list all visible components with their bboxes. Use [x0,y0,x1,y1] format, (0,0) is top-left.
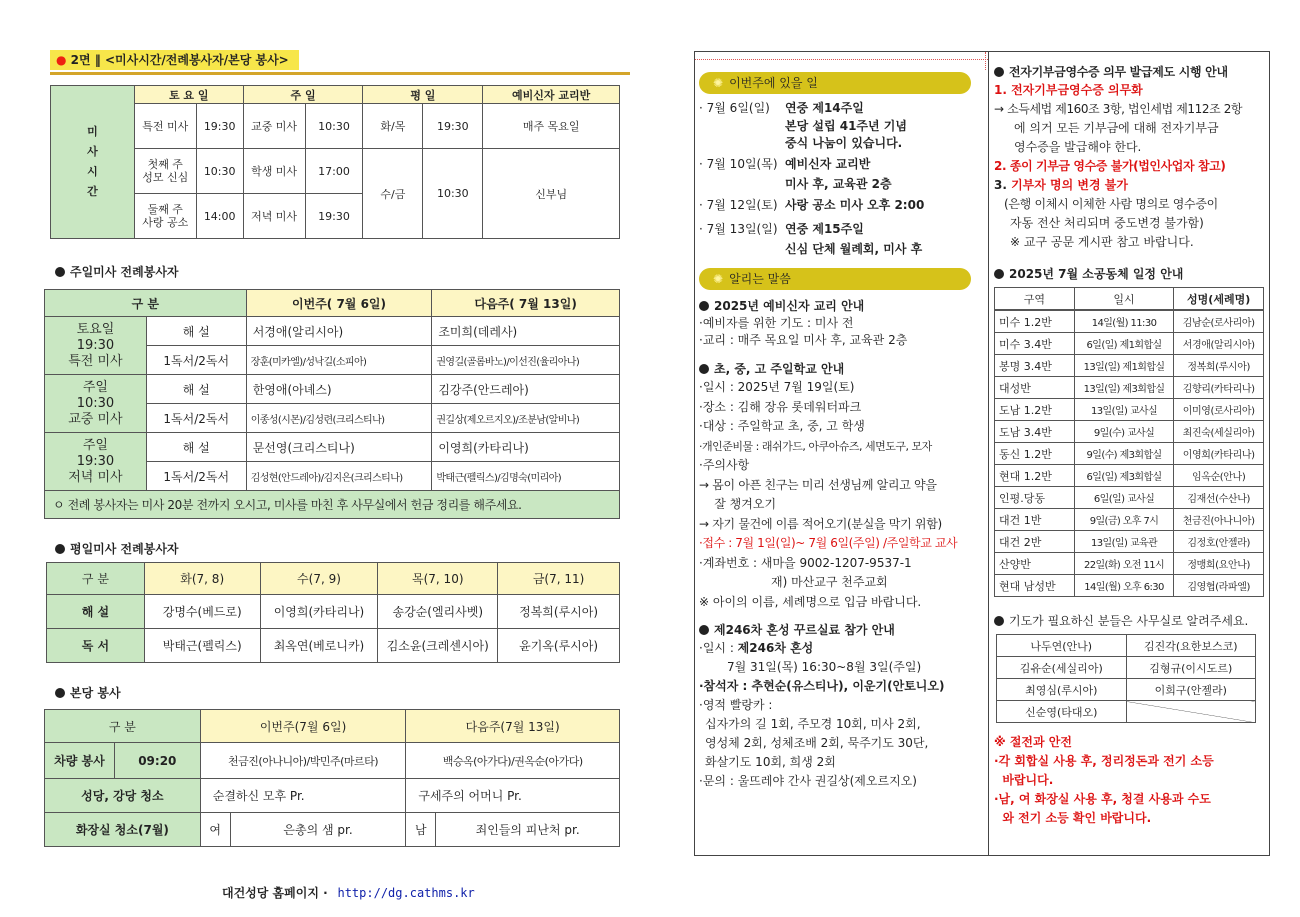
role-reading: 1독서/2독서 [146,346,246,375]
role-commentary: 해 설 [47,595,145,629]
header-day: 수(7, 9) [260,563,378,595]
notices-header: ✺ 알리는 말씀 [699,268,971,290]
notice-line: ·일시 : 2025년 7월 19일(토) [699,380,855,394]
receipt-line: 에 의거 모든 기부금에 대해 전자기부금 [1014,121,1219,135]
weekday-day: 수/금 [363,149,423,239]
commentary-this: 문선영(크리스티나) [246,433,432,462]
schedule-person: 김정호(안젤라) [1174,531,1264,553]
dotted-rule-vertical [985,52,986,70]
schedule-area: 산양반 [995,553,1075,575]
column-divider [988,51,989,856]
schedule-title: 2025년 7월 소공동체 일정 안내 [994,266,1266,283]
schedule-datetime: 14일(월) 오후 6:30 [1074,575,1174,597]
schedule-datetime: 6일(일) 교사실 [1074,487,1174,509]
bullet-icon [699,625,709,635]
middle-column [699,72,985,791]
bullet-icon [55,267,65,277]
schedule-person: 이미영(로사리아) [1174,399,1264,421]
header-division: 구 분 [45,290,247,317]
receipt-point-3: 3. 기부자 명의 변경 불가 [994,178,1128,192]
notice-line: 화살기도 10회, 희생 2회 [705,755,836,769]
schedule-datetime: 9일(수) 교사실 [1074,421,1174,443]
schedule-row [995,333,1264,355]
schedule-table [994,287,1264,310]
schedule-row [995,355,1264,377]
footer [222,884,475,901]
weekday-ministers-table [46,562,620,663]
minister-cell: 박태근(펠릭스) [144,629,260,663]
sun-icon: ✺ [713,272,724,286]
safety-line: ·각 회합실 사용 후, 정리정돈과 전기 소등 [994,754,1214,768]
header-next-week: 다음주(7월 13일) [406,710,620,743]
sun-mass-name: 저녁 미사 [243,194,305,239]
event-detail: 중식 나눔이 있습니다. [785,136,903,150]
receipt-line: → 소득세법 제160조 3항, 법인세법 제112조 2항 [994,102,1243,116]
receipt-line: ※ 교구 공문 게시판 참고 바랍니다. [1010,235,1194,249]
notice-line: ·문의 : 울뜨레야 간사 권길상(제오르지오) [699,774,917,788]
schedule-datetime: 6일(일) 제3회합실 [1074,465,1174,487]
schedule-person: 임옥순(안나) [1174,465,1264,487]
catechumen-priest: 신부님 [483,149,620,239]
event-detail: 본당 설립 41주년 기념 [785,119,907,133]
role-reading: 독 서 [47,629,145,663]
schedule-datetime: 22일(화) 오전 11시 [1074,553,1174,575]
reading-this: 김성현(안드레아)/김지은(크리스티나) [246,462,432,491]
schedule-row [995,377,1264,399]
prayer-name: 나두연(안나) [997,635,1127,657]
toilet-male-group: 죄인들의 피난처 pr. [436,813,620,847]
right-column [994,64,1266,828]
header-area: 구역 [995,288,1075,310]
schedule-row [995,509,1264,531]
sunday-ministers-title: 주일미사 전례봉사자 [55,263,179,280]
schedule-area: 미수 1.2반 [995,311,1075,333]
mass-group-label: 주일 10:30 교중 미사 [45,375,147,433]
sat-mass-time: 14:00 [196,194,243,239]
sat-mass-name: 둘째 주 사랑 공소 [134,194,196,239]
dotted-rule [695,59,988,60]
schedule-area: 현대 1.2반 [995,465,1075,487]
receipt-point-2: 2. 종이 기부금 영수증 불가(법인사업자 참고) [994,159,1226,173]
prayer-name: 최영심(루시아) [997,679,1127,701]
schedule-area: 도남 1.2반 [995,399,1075,421]
weekday-day: 화/목 [363,104,423,149]
header-next-week: 다음주( 7월 13일) [432,290,620,317]
notice-line: ·주의사항 [699,458,750,472]
minister-cell: 이영희(카타리나) [260,595,378,629]
commentary-next: 조미희(데레사) [432,317,620,346]
schedule-area: 현대 남성반 [995,575,1075,597]
prayer-title: 기도가 필요하신 분들은 사무실로 알려주세요. [994,613,1266,630]
car-service-time: 09:20 [114,743,200,779]
header-datetime: 일시 [1074,288,1174,310]
toilet-female-group: 은총의 샘 pr. [230,813,406,847]
notice-line: → 몸이 아픈 친구는 미리 선생님께 알리고 약을 [699,477,937,492]
schedule-row [995,487,1264,509]
header-day: 목(7, 10) [378,563,498,595]
mass-group-label: 토요일 19:30 특전 미사 [45,317,147,375]
role-reading: 1독서/2독서 [146,404,246,433]
sun-mass-time: 10:30 [305,104,363,149]
mass-group-label: 주일 19:30 저녁 미사 [45,433,147,491]
schedule-person: 김영협(라파엘) [1174,575,1264,597]
schedule-row [995,465,1264,487]
church-cleaning-this: 순결하신 모후 Pr. [200,779,406,813]
toilet-cleaning-label: 화장실 청소(7월) [45,813,201,847]
schedule-datetime: 13일(일) 제3회합실 [1074,377,1174,399]
receipt-line: 자동 전산 처리되며 중도변경 불가함) [1010,216,1204,230]
prayer-name: 김유순(세실리아) [997,657,1127,679]
prayer-name: 신순영(타대오) [997,701,1127,723]
schedule-row [995,399,1264,421]
schedule-datetime: 9일(금) 오후 7시 [1074,509,1174,531]
schedule-area: 미수 3.4반 [995,333,1075,355]
reading-next: 권길상(제오르지오)/조분남(알비나) [432,404,620,433]
schedule-row [995,531,1264,553]
schedule-row [995,311,1264,333]
pilgrimage-notice-title: 제246차 혼성 꾸르실료 참가 안내 [699,622,985,639]
mass-times-table [50,85,620,239]
receipt-line: 영수증을 발급해야 한다. [1014,140,1142,154]
catechumen-notice-title: 2025년 예비신자 교리 안내 [699,298,985,315]
this-week-header: ✺ 이번주에 있을 일 [699,72,971,94]
schedule-area: 봉명 3.4반 [995,355,1075,377]
ministers-note: ㅇ 전례 봉사자는 미사 20분 전까지 오시고, 미사를 마친 후 사무실에서 헌금 정리를 해주세요. [45,491,620,519]
bullet-icon [994,616,1004,626]
prayer-name: 김형규(이시도르) [1126,657,1256,679]
sun-mass-name: 학생 미사 [243,149,305,194]
commentary-next: 이영희(카타리나) [432,433,620,462]
weekday-ministers-title: 평일미사 전례봉사자 [55,540,179,557]
schedule-datetime: 14일(월) 11:30 [1074,311,1174,333]
car-service-this: 천금진(아나니아)/박민주(마르타) [200,743,406,779]
school-notice-title: 초, 중, 고 주일학교 안내 [699,361,985,378]
schedule-person: 정맹희(요안나) [1174,553,1264,575]
minister-cell: 송강순(엘리사벳) [378,595,498,629]
commentary-next: 김강주(안드레아) [432,375,620,404]
header-division: 구 분 [45,710,201,743]
homepage-link[interactable]: http://dg.cathms.kr [337,886,475,900]
minister-cell: 최옥연(베로니카) [260,629,378,663]
sun-icon: ✺ [713,76,724,90]
notice-line: ·대상 : 주일학교 초, 중, 고 학생 [699,419,865,433]
receipt-title: 전자기부금영수증 의무 발급제도 시행 안내 [994,64,1266,81]
commentary-this: 한영애(아녜스) [246,375,432,404]
safety-line: 바랍니다. [994,773,1054,787]
notice-note: ※ 아이의 이름, 세례명으로 입금 바랍니다. [699,594,922,609]
sat-mass-time: 19:30 [196,104,243,149]
schedule-row [995,421,1264,443]
parish-service-title: 본당 봉사 [55,684,121,701]
weekday-time: 10:30 [423,149,483,239]
car-service-label: 차량 봉사 [45,743,115,779]
bullet-icon [994,67,1004,77]
attendees-line: ·참석자 : 추현순(유스티나), 이운기(안토니오) [699,679,945,693]
header-division: 구 분 [47,563,145,595]
schedule-area: 동신 1.2반 [995,443,1075,465]
header-name: 성명(세례명) [1174,288,1264,310]
prayer-name: 이희구(안젤라) [1126,679,1256,701]
catechumen-time: 매주 목요일 [483,104,620,149]
header-day: 금(7, 11) [498,563,620,595]
notice-line: ·영적 빨랑카 : [699,698,773,712]
sat-mass-name: 특전 미사 [134,104,196,149]
footer-name: 대건성당 홈페이지 · [222,886,328,900]
notice-line: → 자기 물건에 이름 적어오기(분실을 막기 위함) [699,516,942,531]
notice-line: ·예비자를 위한 기도 : 미사 전 [699,316,854,330]
mass-times-side-label: 미 사 시 간 [51,86,135,239]
reading-next: 박태근(펠릭스)/김명숙(미리아) [432,462,620,491]
role-commentary: 해 설 [146,317,246,346]
schedule-area: 인평.당동 [995,487,1075,509]
account-line: ·계좌번호 : 새마을 9002-1207-9537-1 [699,555,912,570]
event-detail: 신심 단체 월례회, 미사 후 [785,242,923,256]
notice-line: ·개인준비물 : 래쉬가드, 아쿠아슈즈, 세면도구, 모자 [699,439,932,453]
notice-line: 영성체 2회, 성체조배 2회, 묵주기도 30단, [705,736,929,750]
role-commentary: 해 설 [146,433,246,462]
schedule-person: 서경애(알리시아) [1174,333,1264,355]
toilet-female-label: 여 [200,813,230,847]
event-item: · 7월 10일(목) 예비신자 교리반 [699,157,871,171]
notice-line: ·일시 : 제246차 혼성 [699,641,814,655]
church-cleaning-next: 구세주의 어머니 Pr. [406,779,620,813]
schedule-rows [994,310,1264,597]
schedule-person: 이영희(카타리나) [1174,443,1264,465]
sun-mass-time: 17:00 [305,149,363,194]
account-line: 재) 마산교구 천주교회 [771,575,888,589]
notice-line: 잘 챙겨오기 [699,497,777,511]
schedule-person: 김남순(로사리아) [1174,311,1264,333]
reading-next: 권영길(골롬바노)/이선진(율리아나) [432,346,620,375]
role-commentary: 해 설 [146,375,246,404]
toilet-male-label: 남 [406,813,436,847]
sunday-ministers-table [44,289,620,519]
notice-line: 십자가의 길 1회, 주모경 10회, 미사 2회, [705,717,921,731]
prayer-table [996,634,1256,723]
left-header: ● 2면 ‖ <미사시간/전례봉사자/본당 봉사> [50,50,630,76]
notice-line: 7월 31일(목) 16:30~8월 3일(주일) [727,660,922,674]
header-this-week: 이번주( 7월 6일) [246,290,432,317]
header-day: 화(7, 8) [144,563,260,595]
header-weekday: 평 일 [363,86,483,104]
empty-cell [1126,701,1256,723]
sat-mass-name: 첫째 주 성모 신심 [134,149,196,194]
header-catechumen: 예비신자 교리반 [483,86,620,104]
weekday-time: 19:30 [423,104,483,149]
schedule-area: 도남 3.4반 [995,421,1075,443]
sat-mass-time: 10:30 [196,149,243,194]
role-reading: 1독서/2독서 [146,462,246,491]
schedule-person: 천금진(아나니아) [1174,509,1264,531]
registration-line: ·접수 : 7월 1일(일)~ 7월 6일(주일) /주일학교 교사 [699,536,958,550]
event-item: · 7월 12일(토) 사랑 공소 미사 오후 2:00 [699,198,925,212]
notice-line: ·장소 : 김해 장유 롯데워터파크 [699,399,862,414]
schedule-person: 최진숙(세실리아) [1174,421,1264,443]
bullet-icon [55,544,65,554]
schedule-datetime: 13일(일) 제1회합실 [1074,355,1174,377]
schedule-datetime: 9일(수) 제3회합실 [1074,443,1174,465]
schedule-person: 김향리(카타리나) [1174,377,1264,399]
schedule-datetime: 13일(일) 교사실 [1074,399,1174,421]
parish-service-table [44,709,620,847]
header-sunday: 주 일 [243,86,363,104]
schedule-row [995,575,1264,597]
minister-cell: 김소윤(크레센시아) [378,629,498,663]
bullet-icon [55,688,65,698]
schedule-row [995,553,1264,575]
schedule-area: 대건 2반 [995,531,1075,553]
sun-mass-time: 19:30 [305,194,363,239]
schedule-area: 대건 1반 [995,509,1075,531]
car-service-next: 백승옥(아가다)/권옥순(아가다) [406,743,620,779]
schedule-area: 대성반 [995,377,1075,399]
prayer-name: 김진각(요한보스코) [1126,635,1256,657]
commentary-this: 서경애(알리시아) [246,317,432,346]
safety-line: 와 전기 소등 확인 바랍니다. [994,811,1152,825]
sun-mass-name: 교중 미사 [243,104,305,149]
schedule-person: 정복희(루시아) [1174,355,1264,377]
header-saturday: 토 요 일 [134,86,243,104]
reading-this: 이종성(시몬)/김성련(크리스티나) [246,404,432,433]
church-cleaning-label: 성당, 강당 청소 [45,779,201,813]
bullet-icon [699,301,709,311]
minister-cell: 강명수(베드로) [144,595,260,629]
reading-this: 장훈(미카엘)/성낙길(소피아) [246,346,432,375]
schedule-datetime: 6일(일) 제1회합실 [1074,333,1174,355]
notice-line: ·교리 : 매주 목요일 미사 후, 교육관 2층 [699,333,908,347]
minister-cell: 정복희(루시아) [498,595,620,629]
header-this-week: 이번주(7월 6일) [200,710,406,743]
event-detail: 미사 후, 교육관 2층 [785,177,892,191]
bullet-icon [699,364,709,374]
receipt-point-1: 1. 전자기부금영수증 의무화 [994,83,1143,97]
minister-cell: 윤기옥(루시아) [498,629,620,663]
schedule-datetime: 13일(일) 교육관 [1074,531,1174,553]
schedule-person: 김재선(수산나) [1174,487,1264,509]
bullet-icon [994,269,1004,279]
safety-title: ※ 절전과 안전 [994,735,1072,749]
event-item: · 7월 6일(일) 연중 제14주일 [699,101,864,115]
event-item: · 7월 13일(일) 연중 제15주일 [699,222,864,236]
safety-line: ·남, 여 화장실 사용 후, 청결 사용과 수도 [994,792,1211,806]
receipt-line: (은행 이체시 이체한 사람 명의로 영수증이 [1004,197,1218,211]
section-header-text: 2면 ‖ <미사시간/전례봉사자/본당 봉사> [70,53,289,67]
schedule-row [995,443,1264,465]
